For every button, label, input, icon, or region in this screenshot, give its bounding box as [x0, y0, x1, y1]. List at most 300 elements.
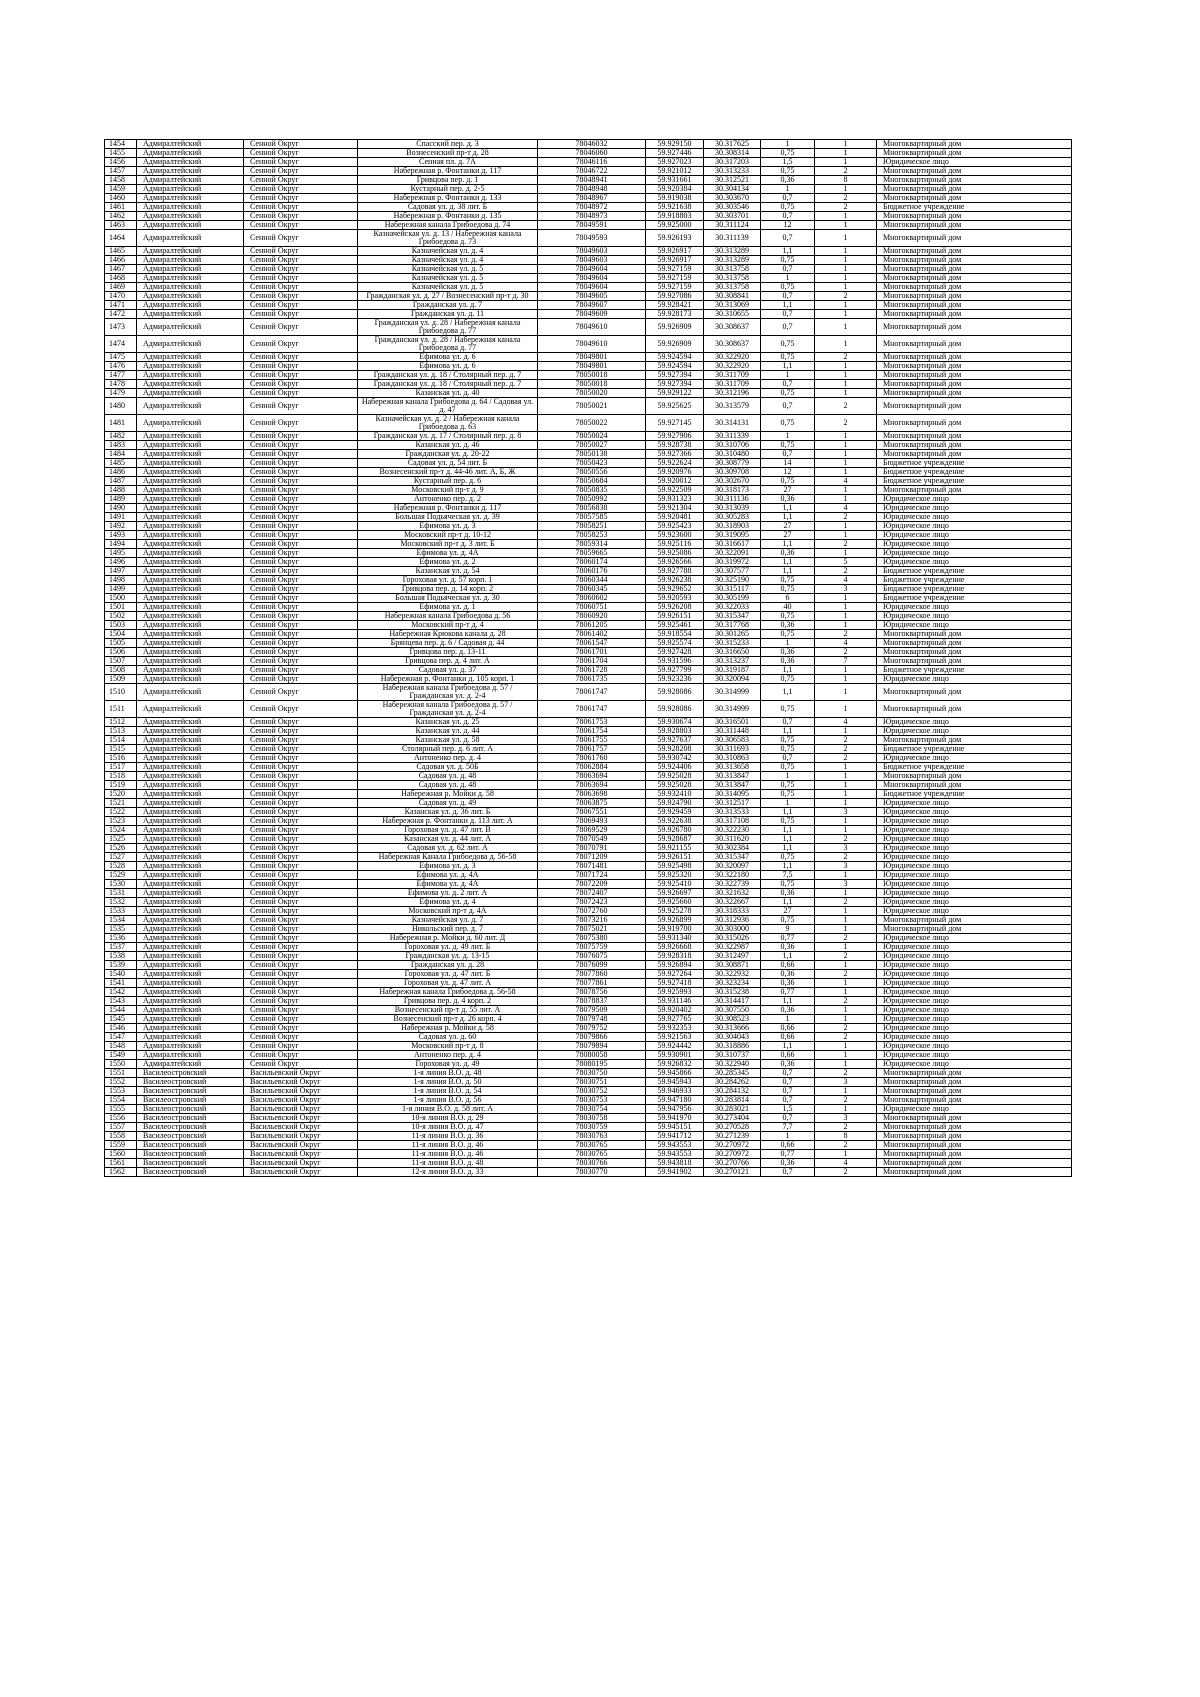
longitude-cell: 30.302670	[704, 477, 761, 486]
table-row	[105, 790, 1072, 799]
district-cell: Адмиралтейский	[137, 961, 244, 970]
longitude-cell: 30.322180	[704, 871, 761, 880]
latitude-cell: 59.928086	[646, 701, 704, 718]
latitude-cell: 59.928318	[646, 952, 704, 961]
object-id-cell: 78071724	[538, 871, 646, 880]
longitude-cell: 30.313847	[704, 772, 761, 781]
district-cell: Адмиралтейский	[137, 898, 244, 907]
row-number: 1518	[105, 772, 137, 781]
object-type-cell: Многоквартирный дом	[877, 1114, 1072, 1123]
address-cell: Гривцова пер. д. 4 лит. А	[358, 657, 538, 666]
longitude-cell: 30.314095	[704, 790, 761, 799]
municipal-okrug-cell: Сенной Округ	[244, 1033, 358, 1042]
object-type-cell: Многоквартирный дом	[877, 1087, 1072, 1096]
table-row	[105, 513, 1072, 522]
latitude-cell: 59.920481	[646, 513, 704, 522]
object-id-cell: 78077861	[538, 979, 646, 988]
address-cell: Ефимова ул. д. 3	[358, 862, 538, 871]
object-type-cell: Юридическое лицо	[877, 621, 1072, 630]
latitude-cell: 59.918803	[646, 212, 704, 221]
volume-cell: 0,75	[761, 336, 815, 353]
object-id-cell: 78080195	[538, 1060, 646, 1069]
volume-cell: 0,75	[761, 283, 815, 292]
latitude-cell: 59.926909	[646, 336, 704, 353]
municipal-okrug-cell: Сенной Округ	[244, 247, 358, 256]
address-cell: Набережная Канала Грибоедова д. 56-58	[358, 853, 538, 862]
address-cell: Гражданская ул. д. 27 / Вознесенский пр-т д. 30	[358, 292, 538, 301]
address-cell: Набережная р. Фонтанки д. 117	[358, 167, 538, 176]
object-id-cell: 78061205	[538, 621, 646, 630]
latitude-cell: 59.925028	[646, 772, 704, 781]
table-row	[105, 468, 1072, 477]
district-cell: Адмиралтейский	[137, 684, 244, 701]
table-row	[105, 158, 1072, 167]
object-type-cell: Юридическое лицо	[877, 1006, 1072, 1015]
object-id-cell: 78071209	[538, 853, 646, 862]
address-cell: 10-я линия В.О. д. 29	[358, 1114, 538, 1123]
container-count-cell: 5	[815, 558, 877, 567]
object-id-cell: 78079748	[538, 1015, 646, 1024]
address-cell: Набережная канала Грибоедова д. 74	[358, 221, 538, 230]
longitude-cell: 30.315233	[704, 639, 761, 648]
table-row	[105, 1123, 1072, 1132]
object-id-cell: 78061760	[538, 754, 646, 763]
longitude-cell: 30.310480	[704, 450, 761, 459]
volume-cell: 1,1	[761, 666, 815, 675]
object-id-cell: 78058251	[538, 522, 646, 531]
volume-cell: 0,66	[761, 1051, 815, 1060]
municipal-okrug-cell: Сенной Округ	[244, 522, 358, 531]
municipal-okrug-cell: Сенной Округ	[244, 176, 358, 185]
row-number: 1534	[105, 916, 137, 925]
latitude-cell: 59.924594	[646, 353, 704, 362]
volume-cell: 0,75	[761, 880, 815, 889]
row-number: 1559	[105, 1141, 137, 1150]
container-count-cell: 1	[815, 221, 877, 230]
object-type-cell: Многоквартирный дом	[877, 310, 1072, 319]
district-cell: Адмиралтейский	[137, 513, 244, 522]
container-count-cell: 3	[815, 1078, 877, 1087]
latitude-cell: 59.946933	[646, 1087, 704, 1096]
address-cell: Садовая ул. д. 54 лит. Б	[358, 459, 538, 468]
latitude-cell: 59.931661	[646, 176, 704, 185]
table-row	[105, 826, 1072, 835]
volume-cell: 27	[761, 522, 815, 531]
district-cell: Адмиралтейский	[137, 639, 244, 648]
object-id-cell: 78049593	[538, 230, 646, 247]
longitude-cell: 30.303701	[704, 212, 761, 221]
municipal-okrug-cell: Сенной Округ	[244, 274, 358, 283]
object-id-cell: 78080058	[538, 1051, 646, 1060]
object-type-cell: Многоквартирный дом	[877, 772, 1072, 781]
object-id-cell: 78056838	[538, 504, 646, 513]
object-id-cell: 78030750	[538, 1069, 646, 1078]
row-number: 1520	[105, 790, 137, 799]
object-type-cell: Многоквартирный дом	[877, 450, 1072, 459]
longitude-cell: 30.310706	[704, 441, 761, 450]
container-count-cell: 4	[815, 477, 877, 486]
table-row	[105, 943, 1072, 952]
object-id-cell: 78069529	[538, 826, 646, 835]
object-type-cell: Бюджетное учреждение	[877, 567, 1072, 576]
table-row	[105, 871, 1072, 880]
longitude-cell: 30.320097	[704, 862, 761, 871]
address-cell: Садовая ул. д. 49	[358, 799, 538, 808]
object-id-cell: 78070791	[538, 844, 646, 853]
table-row	[105, 301, 1072, 310]
container-count-cell: 1	[815, 336, 877, 353]
row-number: 1494	[105, 540, 137, 549]
container-count-cell: 1	[815, 666, 877, 675]
volume-cell: 0,36	[761, 621, 815, 630]
latitude-cell: 59.926917	[646, 256, 704, 265]
object-type-cell: Многоквартирный дом	[877, 353, 1072, 362]
municipal-okrug-cell: Сенной Округ	[244, 319, 358, 336]
object-id-cell: 78030759	[538, 1123, 646, 1132]
longitude-cell: 30.316501	[704, 718, 761, 727]
municipal-okrug-cell: Сенной Округ	[244, 450, 358, 459]
longitude-cell: 30.304134	[704, 185, 761, 194]
container-count-cell: 8	[815, 1132, 877, 1141]
municipal-okrug-cell: Сенной Округ	[244, 221, 358, 230]
longitude-cell: 30.319972	[704, 558, 761, 567]
table-row	[105, 576, 1072, 585]
row-number: 1491	[105, 513, 137, 522]
table-row	[105, 389, 1072, 398]
row-number: 1527	[105, 853, 137, 862]
volume-cell: 1,1	[761, 898, 815, 907]
latitude-cell: 59.926780	[646, 826, 704, 835]
district-cell: Адмиралтейский	[137, 585, 244, 594]
latitude-cell: 59.925278	[646, 907, 704, 916]
row-number: 1549	[105, 1051, 137, 1060]
object-id-cell: 78072760	[538, 907, 646, 916]
latitude-cell: 59.928086	[646, 684, 704, 701]
object-type-cell: Юридическое лицо	[877, 970, 1072, 979]
municipal-okrug-cell: Сенной Округ	[244, 212, 358, 221]
table-row	[105, 1096, 1072, 1105]
object-type-cell: Многоквартирный дом	[877, 1132, 1072, 1141]
container-count-cell: 1	[815, 495, 877, 504]
district-cell: Адмиралтейский	[137, 576, 244, 585]
address-cell: Московский пр-т д. 8	[358, 1042, 538, 1051]
municipal-okrug-cell: Сенной Округ	[244, 648, 358, 657]
object-type-cell: Юридическое лицо	[877, 1105, 1072, 1114]
object-type-cell: Бюджетное учреждение	[877, 585, 1072, 594]
longitude-cell: 30.304043	[704, 1033, 761, 1042]
row-number: 1501	[105, 603, 137, 612]
latitude-cell: 59.927264	[646, 970, 704, 979]
latitude-cell: 59.927394	[646, 380, 704, 389]
municipal-okrug-cell: Сенной Округ	[244, 763, 358, 772]
longitude-cell: 30.303546	[704, 203, 761, 212]
latitude-cell: 59.922638	[646, 817, 704, 826]
container-count-cell: 4	[815, 639, 877, 648]
latitude-cell: 59.919700	[646, 925, 704, 934]
address-cell: Казанская ул. д. 44 лит. А	[358, 835, 538, 844]
address-cell: Ефимова ул. д. 4	[358, 898, 538, 907]
district-cell: Адмиралтейский	[137, 567, 244, 576]
object-type-cell: Юридическое лицо	[877, 513, 1072, 522]
container-count-cell: 3	[815, 844, 877, 853]
object-id-cell: 78048967	[538, 194, 646, 203]
longitude-cell: 30.317625	[704, 140, 761, 149]
row-number: 1504	[105, 630, 137, 639]
object-type-cell: Многоквартирный дом	[877, 167, 1072, 176]
latitude-cell: 59.921638	[646, 203, 704, 212]
municipal-okrug-cell: Сенной Округ	[244, 621, 358, 630]
longitude-cell: 30.314417	[704, 997, 761, 1006]
longitude-cell: 30.322940	[704, 1060, 761, 1069]
latitude-cell: 59.925000	[646, 221, 704, 230]
district-cell: Адмиралтейский	[137, 799, 244, 808]
volume-cell: 0,75	[761, 817, 815, 826]
container-count-cell: 8	[815, 176, 877, 185]
address-cell: Казанская ул. д. 54	[358, 567, 538, 576]
municipal-okrug-cell: Сенной Округ	[244, 504, 358, 513]
municipal-okrug-cell: Сенной Округ	[244, 754, 358, 763]
container-count-cell: 1	[815, 371, 877, 380]
latitude-cell: 59.926917	[646, 247, 704, 256]
container-count-cell: 2	[815, 353, 877, 362]
municipal-okrug-cell: Сенной Округ	[244, 657, 358, 666]
district-cell: Адмиралтейский	[137, 176, 244, 185]
latitude-cell: 59.927637	[646, 736, 704, 745]
volume-cell: 0,75	[761, 781, 815, 790]
row-number: 1466	[105, 256, 137, 265]
object-type-cell: Многоквартирный дом	[877, 1069, 1072, 1078]
object-type-cell: Юридическое лицо	[877, 871, 1072, 880]
volume-cell: 0,36	[761, 495, 815, 504]
container-count-cell: 1	[815, 621, 877, 630]
address-cell: Казначейская ул. д. 5	[358, 274, 538, 283]
latitude-cell: 59.925498	[646, 862, 704, 871]
address-cell: Вознесенский пр-т д. 28	[358, 149, 538, 158]
table-row	[105, 230, 1072, 247]
table-row	[105, 292, 1072, 301]
district-cell: Адмиралтейский	[137, 630, 244, 639]
municipal-okrug-cell: Сенной Округ	[244, 432, 358, 441]
object-id-cell: 78050556	[538, 468, 646, 477]
object-id-cell: 78030765	[538, 1141, 646, 1150]
container-count-cell: 1	[815, 1006, 877, 1015]
volume-cell: 1,5	[761, 158, 815, 167]
latitude-cell: 59.941902	[646, 1168, 704, 1177]
volume-cell: 0,66	[761, 1141, 815, 1150]
object-type-cell: Бюджетное учреждение	[877, 203, 1072, 212]
municipal-okrug-cell: Сенной Округ	[244, 140, 358, 149]
address-cell: Казначейская ул. д. 4	[358, 256, 538, 265]
address-cell: Гражданская ул. д. 20-22	[358, 450, 538, 459]
table-row	[105, 353, 1072, 362]
row-number: 1473	[105, 319, 137, 336]
container-count-cell: 2	[815, 630, 877, 639]
object-type-cell: Юридическое лицо	[877, 826, 1072, 835]
address-cell: Московский пр-т д. 4	[358, 621, 538, 630]
district-cell: Адмиралтейский	[137, 540, 244, 549]
longitude-cell: 30.313039	[704, 504, 761, 513]
municipal-okrug-cell: Сенной Округ	[244, 167, 358, 176]
volume-cell: 1,1	[761, 808, 815, 817]
longitude-cell: 30.312517	[704, 799, 761, 808]
object-type-cell: Юридическое лицо	[877, 880, 1072, 889]
address-cell: Набережная р. Фонтанки д. 135	[358, 212, 538, 221]
object-type-cell: Юридическое лицо	[877, 549, 1072, 558]
address-cell: Набережная р. Мойки д. 58	[358, 790, 538, 799]
object-type-cell: Юридическое лицо	[877, 727, 1072, 736]
volume-cell: 0,75	[761, 763, 815, 772]
object-id-cell: 78060751	[538, 603, 646, 612]
object-type-cell: Юридическое лицо	[877, 675, 1072, 684]
volume-cell: 1,1	[761, 835, 815, 844]
object-id-cell: 78062884	[538, 763, 646, 772]
table-row	[105, 925, 1072, 934]
longitude-cell: 30.319095	[704, 531, 761, 540]
container-count-cell: 3	[815, 880, 877, 889]
object-id-cell: 78072407	[538, 889, 646, 898]
volume-cell: 0,77	[761, 934, 815, 943]
object-id-cell: 78063875	[538, 799, 646, 808]
latitude-cell: 59.925028	[646, 781, 704, 790]
row-number: 1508	[105, 666, 137, 675]
object-type-cell: Юридическое лицо	[877, 961, 1072, 970]
municipal-okrug-cell: Сенной Округ	[244, 441, 358, 450]
volume-cell: 0,75	[761, 630, 815, 639]
longitude-cell: 30.308637	[704, 319, 761, 336]
table-row	[105, 1006, 1072, 1015]
latitude-cell: 59.927788	[646, 567, 704, 576]
longitude-cell: 30.283021	[704, 1105, 761, 1114]
table-row	[105, 194, 1072, 203]
object-id-cell: 78049610	[538, 319, 646, 336]
object-type-cell: Многоквартирный дом	[877, 736, 1072, 745]
row-number: 1545	[105, 1015, 137, 1024]
municipal-okrug-cell: Сенной Округ	[244, 576, 358, 585]
container-count-cell: 1	[815, 961, 877, 970]
address-cell: Набережная р. Мойки д. 60 лит. Д	[358, 934, 538, 943]
district-cell: Адмиралтейский	[137, 763, 244, 772]
latitude-cell: 59.921563	[646, 1033, 704, 1042]
district-cell: Адмиралтейский	[137, 522, 244, 531]
volume-cell: 1,1	[761, 540, 815, 549]
volume-cell: 0,75	[761, 745, 815, 754]
object-type-cell: Многоквартирный дом	[877, 1078, 1072, 1087]
longitude-cell: 30.322230	[704, 826, 761, 835]
table-row	[105, 1141, 1072, 1150]
latitude-cell: 59.926697	[646, 889, 704, 898]
row-number: 1469	[105, 283, 137, 292]
longitude-cell: 30.313758	[704, 265, 761, 274]
container-count-cell: 1	[815, 790, 877, 799]
object-type-cell: Юридическое лицо	[877, 889, 1072, 898]
object-type-cell: Бюджетное учреждение	[877, 468, 1072, 477]
table-row	[105, 612, 1072, 621]
object-type-cell: Многоквартирный дом	[877, 1096, 1072, 1105]
district-cell: Адмиралтейский	[137, 781, 244, 790]
address-cell: 1-я линия В.О. д. 50	[358, 1078, 538, 1087]
district-cell: Василеостровский	[137, 1069, 244, 1078]
volume-cell: 0,7	[761, 212, 815, 221]
object-type-cell: Многоквартирный дом	[877, 265, 1072, 274]
object-type-cell: Юридическое лицо	[877, 835, 1072, 844]
longitude-cell: 30.322987	[704, 943, 761, 952]
district-cell: Адмиралтейский	[137, 158, 244, 167]
table-row	[105, 486, 1072, 495]
longitude-cell: 30.315026	[704, 934, 761, 943]
table-row	[105, 212, 1072, 221]
table-row	[105, 495, 1072, 504]
object-id-cell: 78061735	[538, 675, 646, 684]
container-count-cell: 1	[815, 1087, 877, 1096]
volume-cell: 1,1	[761, 997, 815, 1006]
municipal-okrug-cell: Сенной Округ	[244, 880, 358, 889]
container-count-cell: 1	[815, 675, 877, 684]
latitude-cell: 59.921304	[646, 504, 704, 513]
longitude-cell: 30.309708	[704, 468, 761, 477]
object-id-cell: 78061755	[538, 736, 646, 745]
object-id-cell: 78050018	[538, 371, 646, 380]
latitude-cell: 59.927145	[646, 415, 704, 432]
object-id-cell: 78061754	[538, 727, 646, 736]
row-number: 1514	[105, 736, 137, 745]
object-id-cell: 78048941	[538, 176, 646, 185]
object-type-cell: Юридическое лицо	[877, 1024, 1072, 1033]
table-row	[105, 684, 1072, 701]
district-cell: Василеостровский	[137, 1114, 244, 1123]
longitude-cell: 30.270766	[704, 1159, 761, 1168]
latitude-cell: 59.927159	[646, 283, 704, 292]
district-cell: Адмиралтейский	[137, 835, 244, 844]
municipal-okrug-cell: Сенной Округ	[244, 594, 358, 603]
container-count-cell: 1	[815, 701, 877, 718]
table-row	[105, 1078, 1072, 1087]
object-id-cell: 78050021	[538, 398, 646, 415]
object-id-cell: 78067551	[538, 808, 646, 817]
container-count-cell: 2	[815, 736, 877, 745]
table-row	[105, 889, 1072, 898]
object-type-cell: Многоквартирный дом	[877, 1150, 1072, 1159]
container-count-cell: 1	[815, 943, 877, 952]
volume-cell: 1,1	[761, 247, 815, 256]
volume-cell: 0,36	[761, 889, 815, 898]
container-count-cell: 1	[815, 380, 877, 389]
container-count-cell: 4	[815, 576, 877, 585]
table-row	[105, 727, 1072, 736]
longitude-cell: 30.313289	[704, 256, 761, 265]
object-id-cell: 78049610	[538, 336, 646, 353]
longitude-cell: 30.302384	[704, 844, 761, 853]
volume-cell: 0,75	[761, 790, 815, 799]
table-row	[105, 185, 1072, 194]
object-type-cell: Многоквартирный дом	[877, 415, 1072, 432]
table-row	[105, 880, 1072, 889]
object-id-cell: 78079866	[538, 1033, 646, 1042]
object-id-cell: 78063698	[538, 790, 646, 799]
municipal-okrug-cell: Сенной Округ	[244, 256, 358, 265]
object-type-cell: Бюджетное учреждение	[877, 576, 1072, 585]
row-number: 1462	[105, 212, 137, 221]
object-id-cell: 78046722	[538, 167, 646, 176]
longitude-cell: 30.270121	[704, 1168, 761, 1177]
table-row	[105, 799, 1072, 808]
municipal-okrug-cell: Сенной Округ	[244, 630, 358, 639]
address-cell: Гороховая ул. д. 49 лит. Б	[358, 943, 538, 952]
object-type-cell: Бюджетное учреждение	[877, 459, 1072, 468]
volume-cell: 1,1	[761, 1042, 815, 1051]
latitude-cell: 59.947956	[646, 1105, 704, 1114]
table-row	[105, 247, 1072, 256]
address-cell: Ефимова ул. д. 3	[358, 522, 538, 531]
